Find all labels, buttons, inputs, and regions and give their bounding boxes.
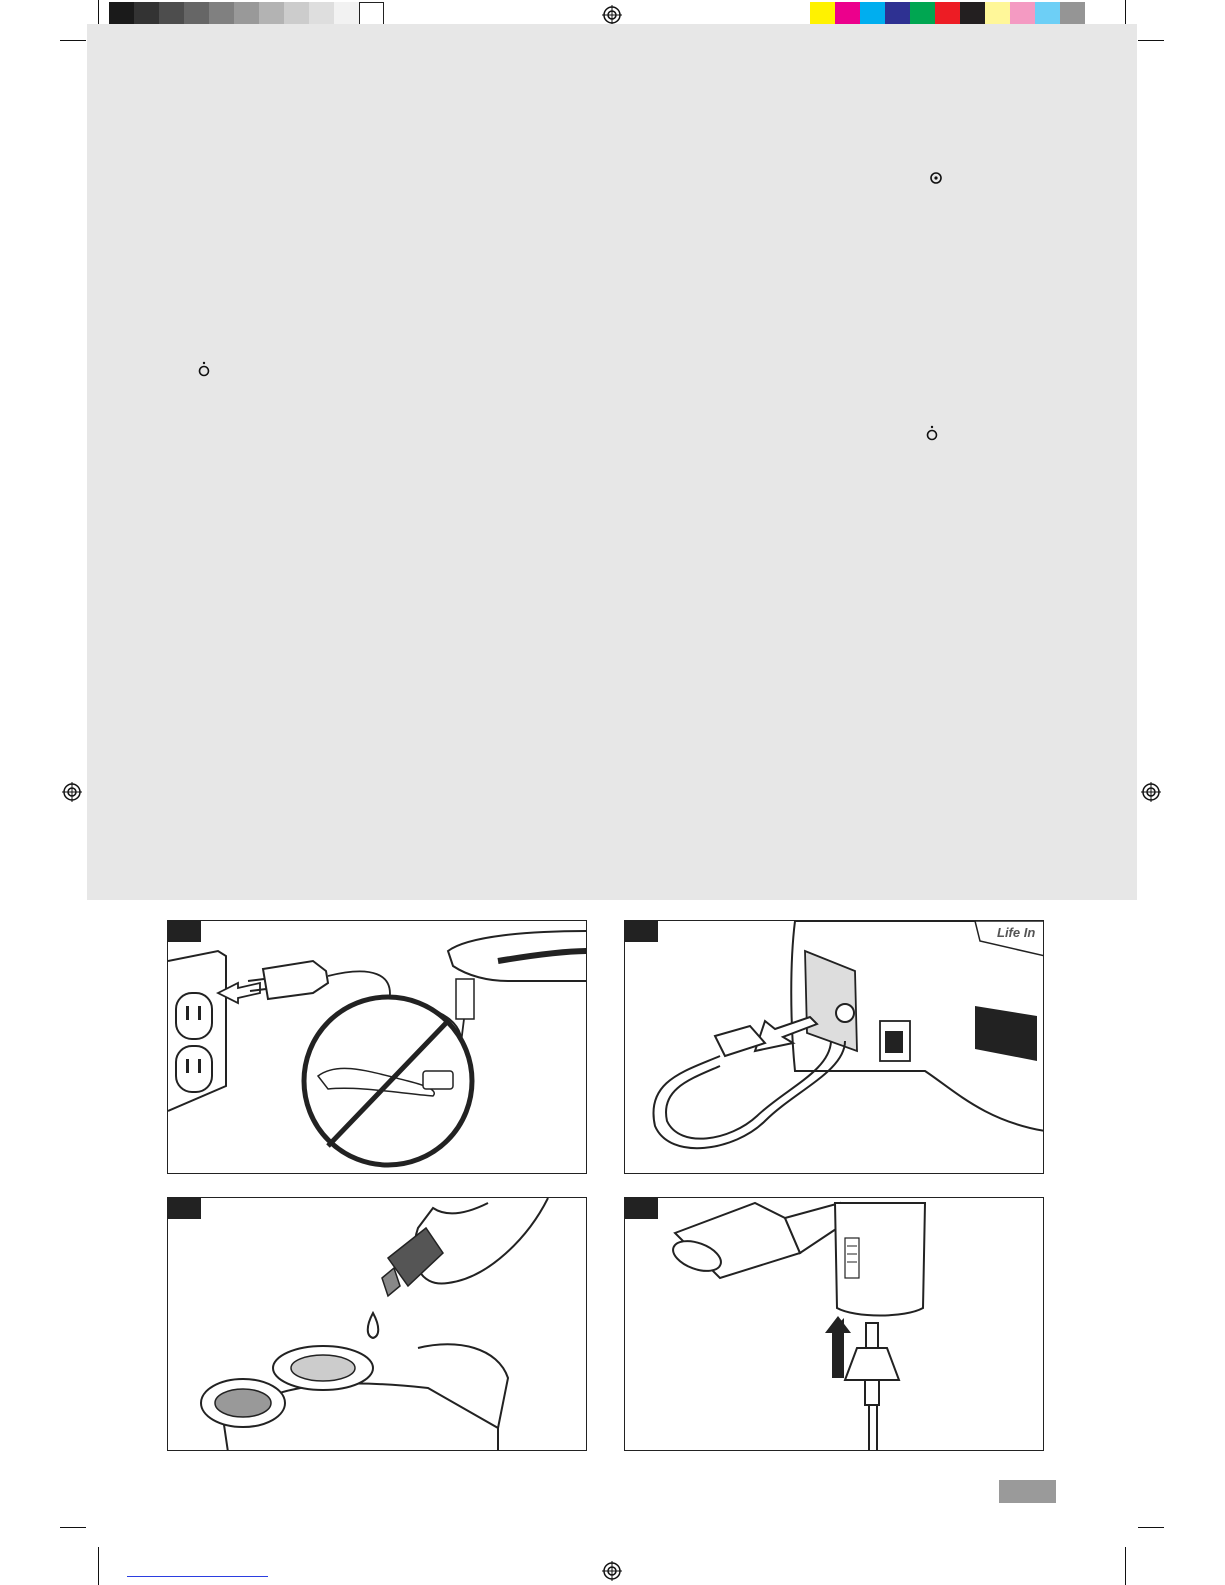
crop-mark-bottom-left-h <box>60 1527 86 1528</box>
registration-mark-icon <box>1141 782 1161 802</box>
connect-tubing-illustration <box>625 921 1044 1174</box>
plug-outlet-illustration <box>168 921 587 1174</box>
figure-attach-cup <box>624 1197 1044 1451</box>
attach-cup-illustration <box>625 1198 1044 1451</box>
power-off-circle-icon <box>197 360 211 378</box>
crop-mark-top-right-h <box>1138 40 1164 41</box>
figure-plug-into-outlet <box>167 920 587 1174</box>
footer-rule <box>127 1576 268 1577</box>
crop-mark-bottom-left-v <box>98 1547 99 1585</box>
instructions-background-panel <box>87 24 1137 900</box>
power-on-circle-dot-icon <box>929 170 943 188</box>
crop-mark-top-left-h <box>60 40 86 41</box>
figure-connect-tubing <box>624 920 1044 1174</box>
crop-mark-bottom-right-h <box>1138 1527 1164 1528</box>
registration-mark-icon <box>602 1561 622 1581</box>
registration-mark-icon <box>602 5 622 25</box>
power-off-circle-icon <box>925 424 939 442</box>
crop-mark-bottom-right-v <box>1125 1547 1126 1585</box>
crop-mark-top-right-v <box>1125 0 1126 26</box>
add-medication-illustration <box>168 1198 587 1451</box>
device-label-text: Life In <box>997 925 1036 940</box>
crop-mark-top-left-v <box>98 0 99 26</box>
figure-add-medication <box>167 1197 587 1451</box>
registration-mark-icon <box>62 782 82 802</box>
page-number-tab <box>999 1480 1056 1503</box>
